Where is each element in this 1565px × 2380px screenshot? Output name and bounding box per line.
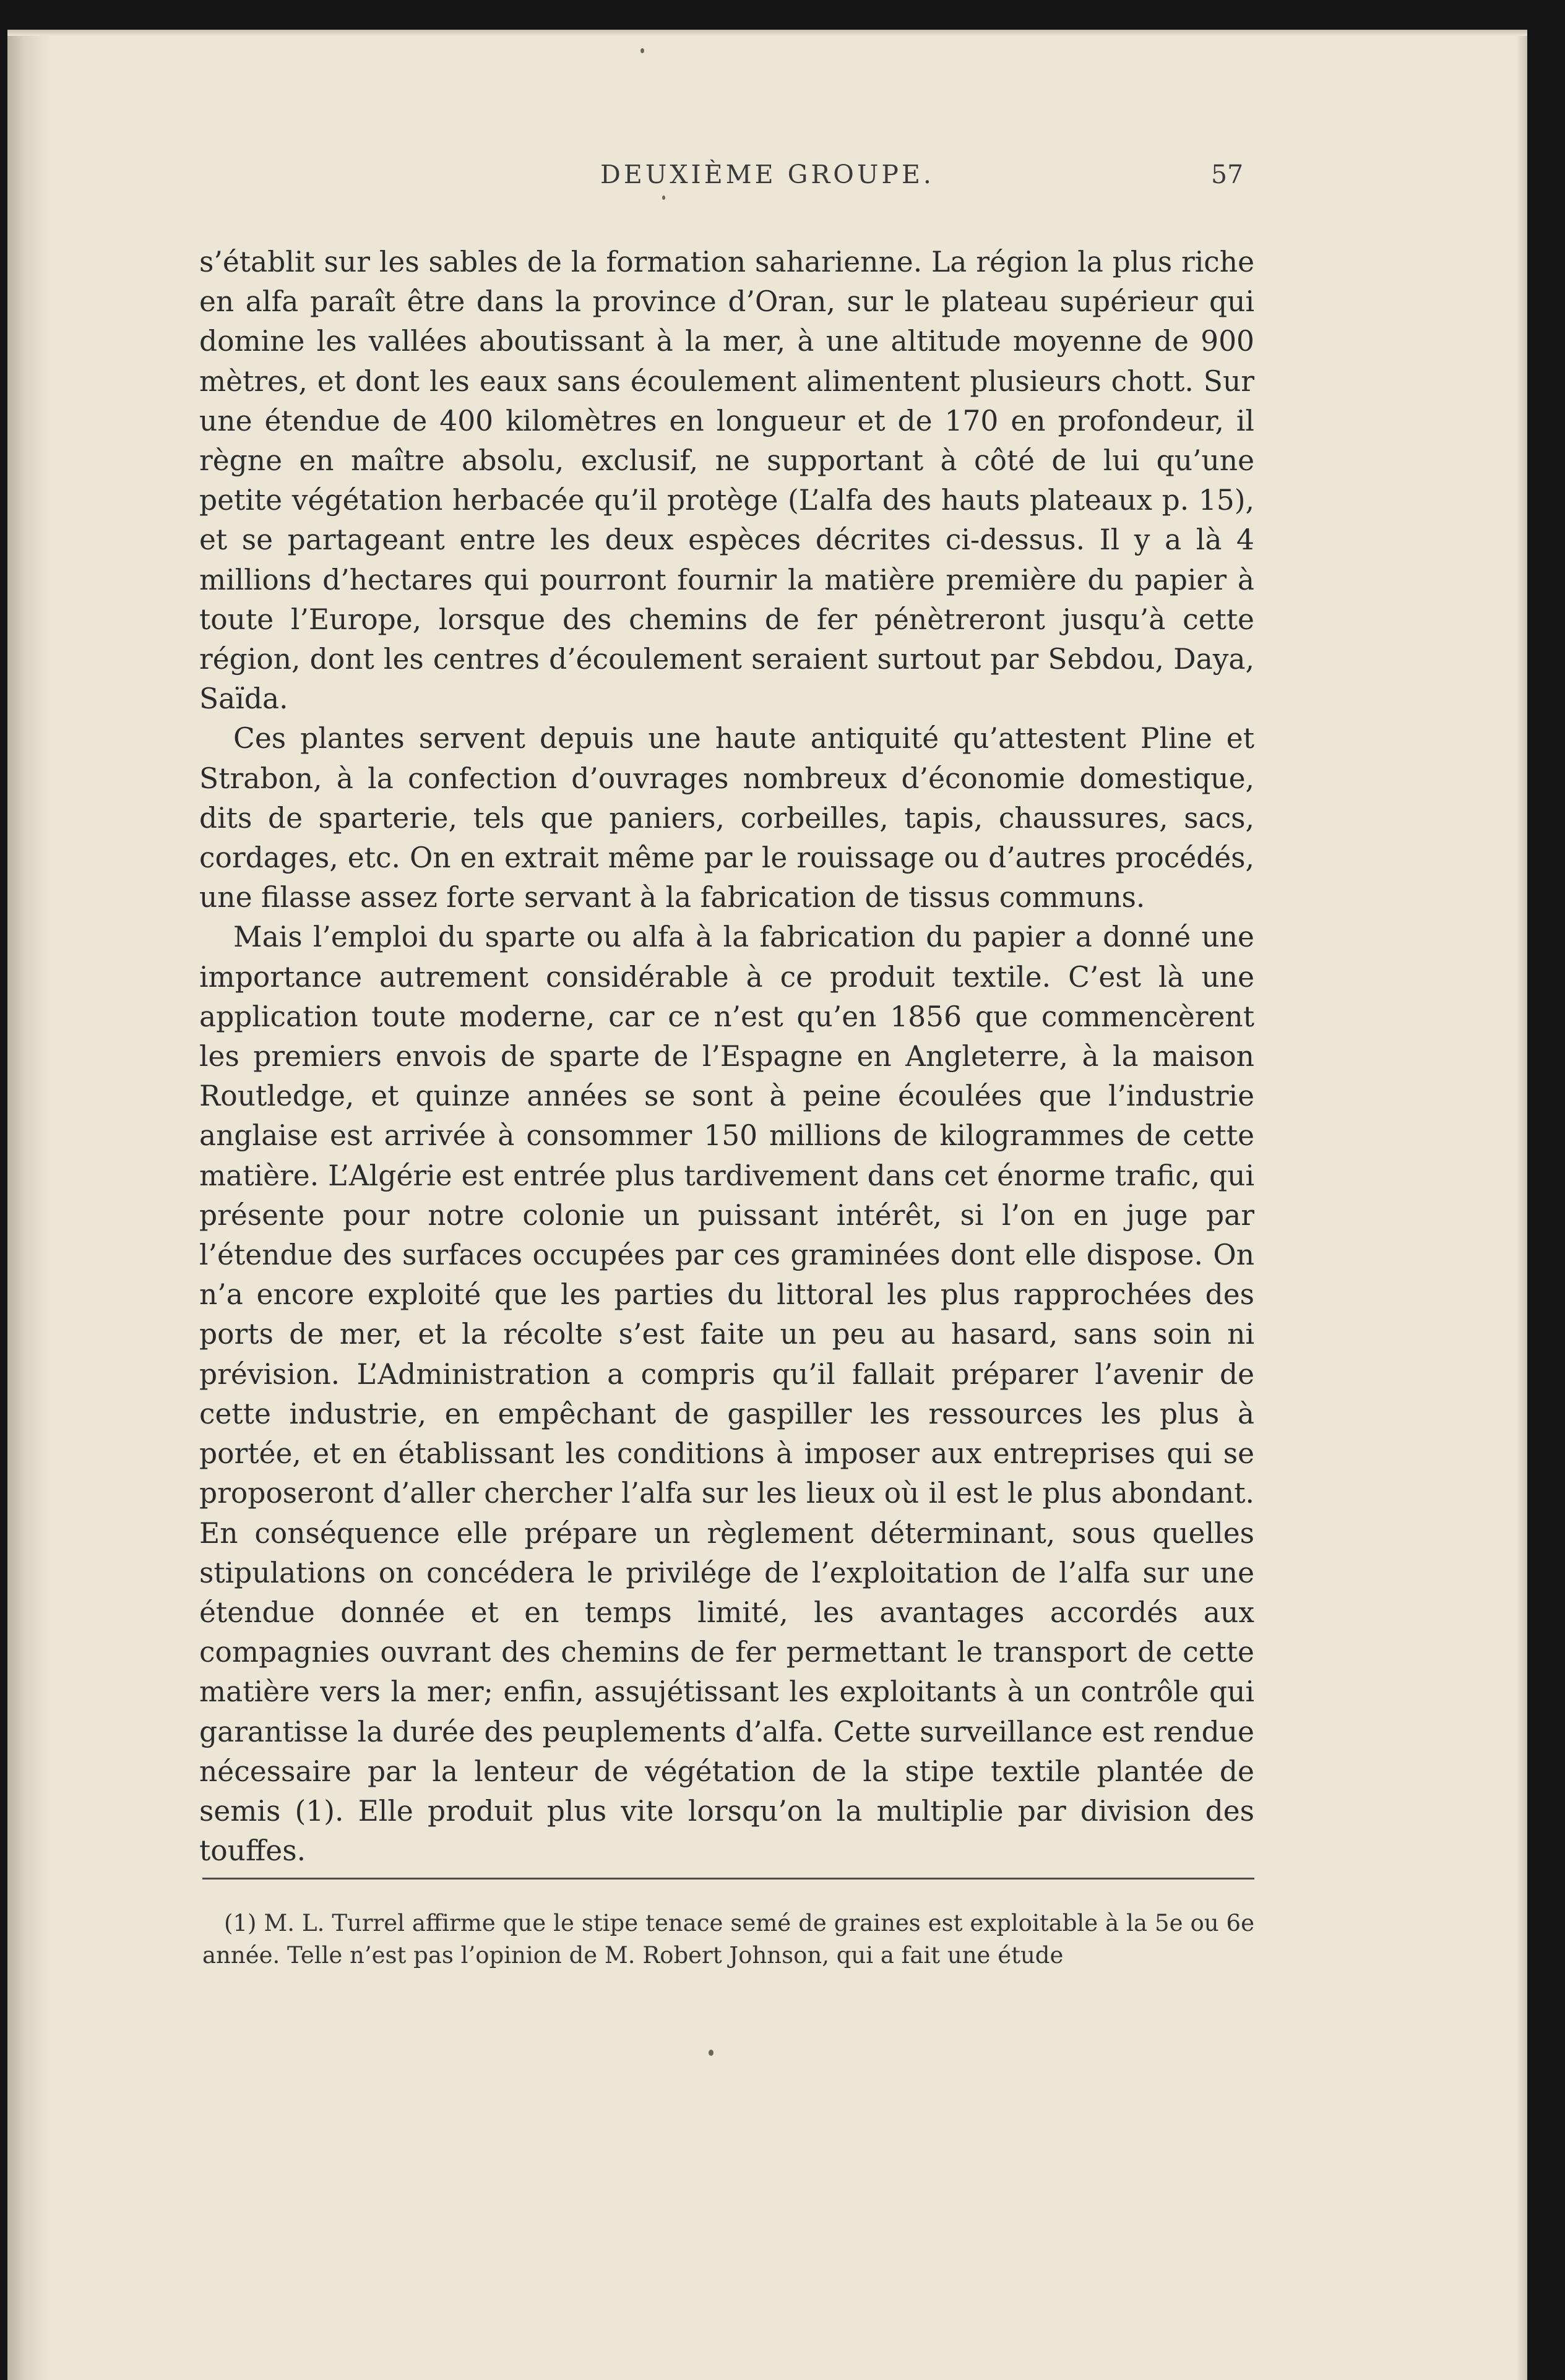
paragraph: s’établit sur les sables de la formation saharienne. La région la plus riche en alfa paraît être dans la province d’Oran, sur le plateau supérieur qui domine les vallées aboutissant à la mer, à une altitude moyenne de 900 mètres, et dont les eaux sans écoulement alimentent plusieurs chott. Sur une étendue de 400 kilomètres en longueur et de 170 en profondeur, il règne en maître absolu, exclusif, ne supportant à côté de lui qu’une petite végétation herbacée qu’il protège (L’alfa des hauts plateaux p. 15), et se partageant entre les deux espèces décrites ci-dessus. Il y a là 4 millions d’hectares qui pourront fournir la matière première du papier à toute l’Europe, lorsque des chemins de fer pénètreront jusqu’à cette région, dont les centres d’écoulement seraient surtout par Sebdou, Daya, Saïda.	[199, 246, 1254, 716]
footnote-text: (1) M. L. Turrel affirme que le stipe tenace semé de graines est exploitable à la 5e ou 6e année. Telle n’est pas l’opinion de M. Robert Johnson, qui a fait une étude	[202, 1910, 1254, 1969]
paragraph: Ces plantes servent depuis une haute antiquité qu’attestent Pline et Strabon, à la confection d’ouvrages nombreux d’économie domestique, dits de sparterie, tels que paniers, corbeilles, tapis, chaussures, sacs, cordages, etc. On en extrait même par le rouissage ou d’autres procédés, une filasse assez forte servant à la fabrication de tissus communs.	[199, 722, 1254, 914]
ink-speck	[640, 48, 644, 53]
page-number: 57	[1211, 160, 1244, 189]
paragraph: Mais l’emploi du sparte ou alfa à la fabrication du papier a donné une importance autrement considérable à ce produit textile. C’est là une application toute moderne, car ce n’est qu’en 1856 que commencèrent les premiers envois de sparte de l’Espagne en Angleterre, à la maison Routledge, et quinze années se sont à peine écoulées que l’industrie anglaise est arrivée à consommer 150 millions de kilogrammes de cette matière. L’Algérie est entrée plus tardivement dans cet énorme trafic, qui présente pour notre colonie un puissant intérêt, si l’on en juge par l’étendue des surfaces occupées par ces graminées dont elle dispose. On n’a encore exploité que les parties du littoral les plus rapprochées des ports de mer, et la récolte s’est faite un peu au hasard, sans soin ni prévision. L’Administration a compris qu’il fallait préparer l’avenir de cette industrie, en empêchant de gaspiller les ressources les plus à portée, et en établissant les conditions à imposer aux entreprises qui se proposeront d’aller chercher l’alfa sur les lieux où il est le plus abondant. En conséquence elle prépare un règlement déterminant, sous quelles stipulations on concédera le privilége de l’exploitation de l’alfa sur une étendue donnée et en temps limité, les avantages accordés aux compagnies ouvrant des chemins de fer permettant le transport de cette matière vers la mer; enfin, assujétissant les exploitants à un contrôle qui garantisse la durée des peuplements d’alfa. Cette surveillance est rendue nécessaire par la lenteur de végétation de la stipe textile plantée de semis (1). Elle produit plus vite lorsqu’on la multiplie par division des touffes.	[199, 921, 1254, 1868]
ink-speck	[662, 195, 665, 200]
running-head	[7, 160, 1527, 197]
page-edge-shadow	[1516, 30, 1527, 2380]
footnote-rule	[202, 1878, 1254, 1880]
page-gutter-shadow	[7, 30, 51, 2380]
body-text	[199, 243, 1254, 1871]
running-title: DEUXIÈME GROUPE.	[600, 160, 934, 189]
footnote	[202, 1907, 1254, 1972]
ink-speck	[709, 2050, 714, 2056]
book-page	[7, 30, 1527, 2380]
page-top-shadow	[7, 30, 1527, 36]
